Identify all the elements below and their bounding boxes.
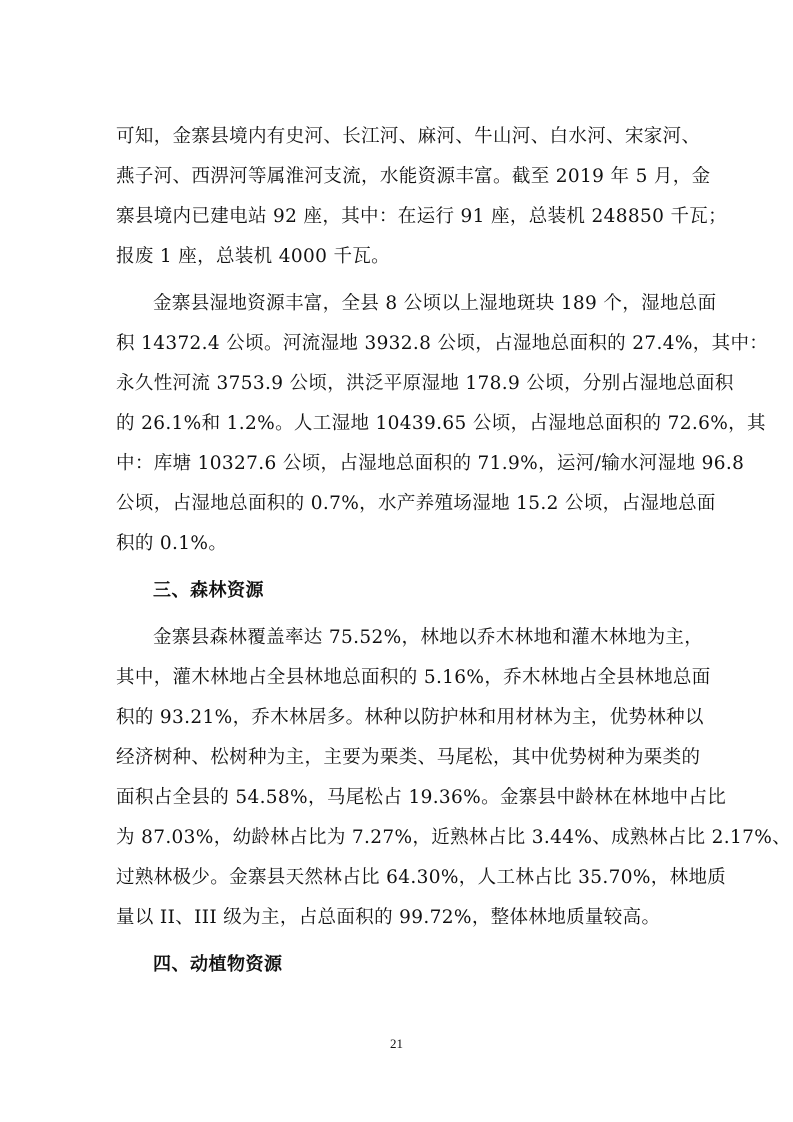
paragraph-line: 可知，金寨县境内有史河、长江河、麻河、牛山河、白水河、宋家河、 [116, 126, 701, 147]
section-heading-forest: 三、森林资源 [153, 580, 264, 601]
paragraph-line: 公顷，占湿地总面积的 0.7%，水产养殖场湿地 15.2 公顷，占湿地总面 [116, 493, 716, 514]
paragraph-line: 永久性河流 3753.9 公顷，洪泛平原湿地 178.9 公顷，分别占湿地总面积 [116, 373, 734, 394]
paragraph-line: 过熟林极少。金寨县天然林占比 64.30%，人工林占比 35.70%，林地质 [116, 867, 727, 888]
paragraph-line: 金寨县森林覆盖率达 75.52%，林地以乔木林地和灌木林地为主， [153, 627, 704, 648]
paragraph-line: 的 26.1%和 1.2%。人工湿地 10439.65 公顷，占湿地总面积的 72.6%，其 [116, 413, 766, 434]
paragraph-line: 报废 1 座，总装机 4000 千瓦。 [116, 246, 391, 267]
paragraph-line: 金寨县湿地资源丰富，全县 8 公顷以上湿地斑块 189 个，湿地总面 [153, 293, 717, 314]
paragraph-line: 寨县境内已建电站 92 座，其中：在运行 91 座，总装机 248850 千瓦； [116, 206, 727, 227]
paragraph-line: 量以 II、III 级为主，占总面积的 99.72%，整体林地质量较高。 [116, 907, 661, 928]
paragraph-line: 面积占全县的 54.58%，马尾松占 19.36%。金寨县中龄林在林地中占比 [116, 787, 727, 808]
paragraph-line: 中：库塘 10327.6 公顷，占湿地总面积的 71.9%，运河/输水河湿地 96.8 [116, 453, 745, 474]
paragraph-line: 燕子河、西淠河等属淮河支流，水能资源丰富。截至 2019 年 5 月，金 [116, 166, 711, 187]
section-heading-flora-fauna: 四、动植物资源 [153, 954, 283, 975]
paragraph-line: 其中，灌木林地占全县林地总面积的 5.16%，乔木林地占全县林地总面 [116, 667, 711, 688]
paragraph-line: 积的 0.1%。 [116, 533, 228, 554]
paragraph-line: 经济树种、松树种为主，主要为栗类、马尾松，其中优势树种为栗类的 [116, 747, 701, 768]
page-number: 21 [390, 1036, 403, 1051]
paragraph-line: 积的 93.21%，乔木林居多。林种以防护林和用材林为主，优势林种以 [116, 707, 704, 728]
paragraph-line: 为 87.03%，幼龄林占比为 7.27%，近熟林占比 3.44%、成熟林占比 2.17%、 [116, 827, 791, 848]
paragraph-line: 积 14372.4 公顷。河流湿地 3932.8 公顷，占湿地总面积的 27.4%，其中： [116, 333, 769, 354]
